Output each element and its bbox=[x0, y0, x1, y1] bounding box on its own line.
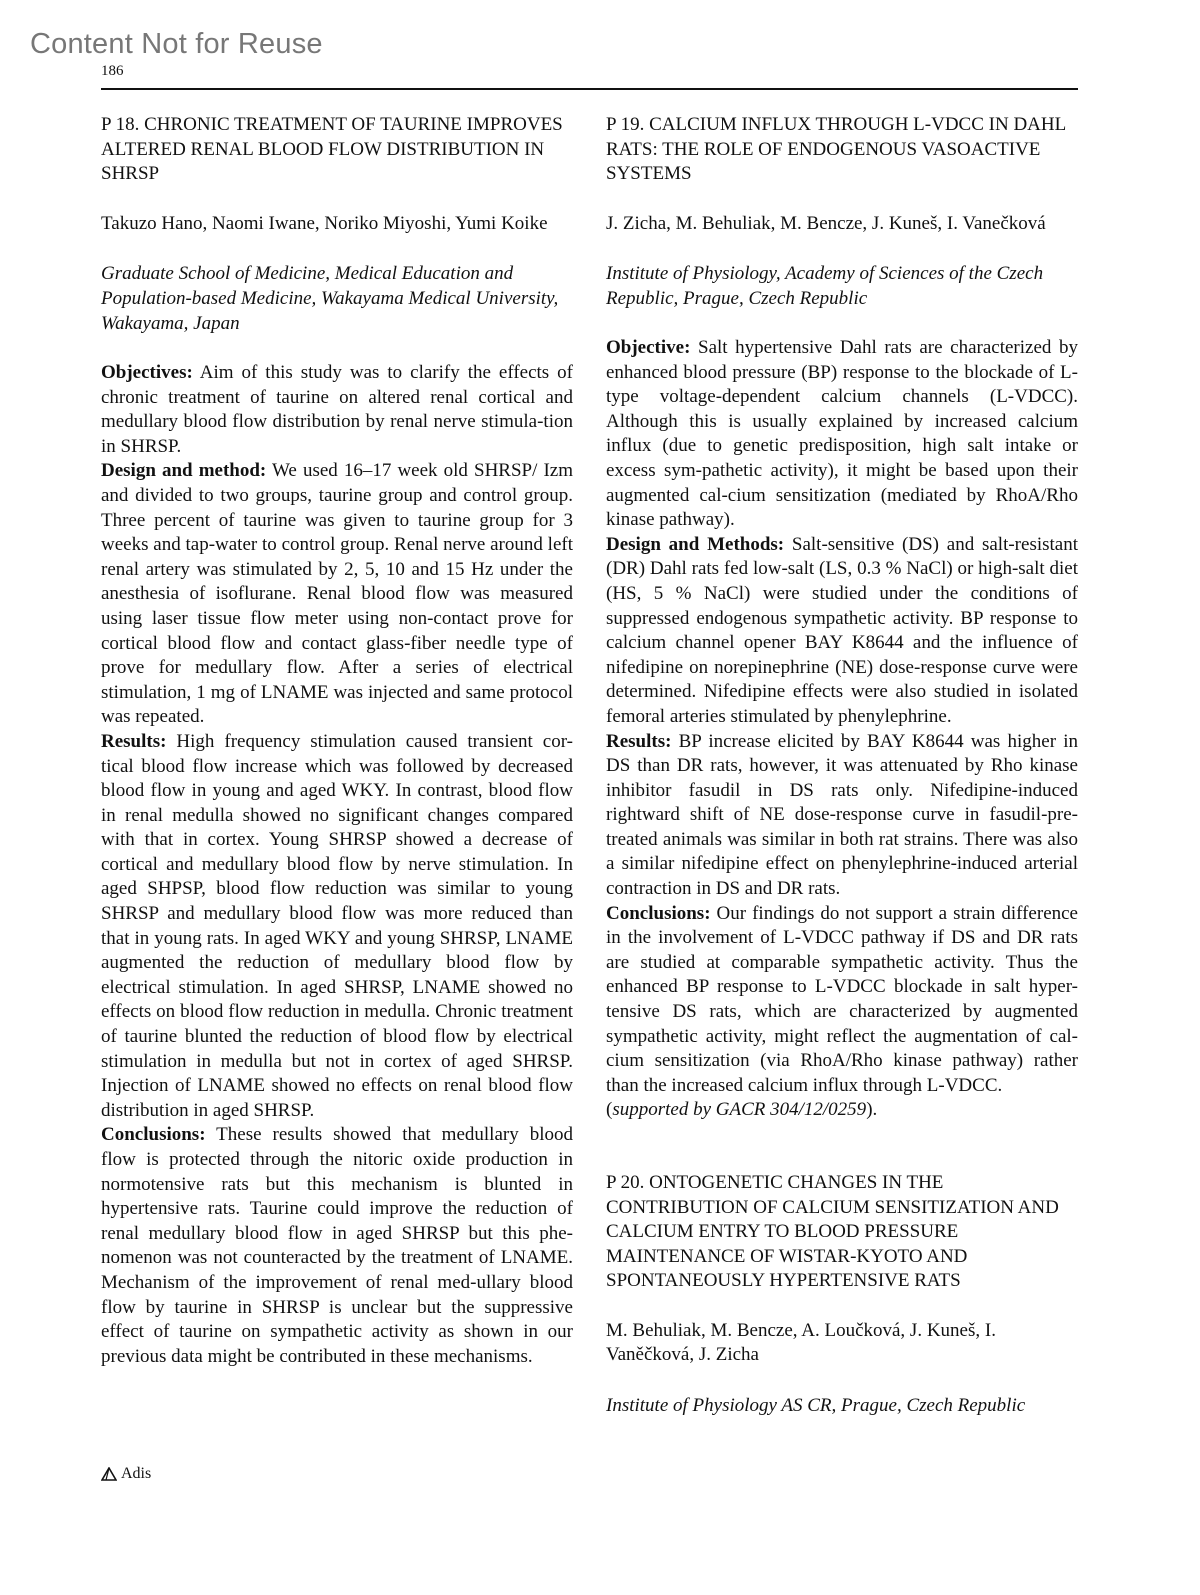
objective-label: Objective: bbox=[606, 337, 691, 358]
abstract-title: P 18. CHRONIC TREATMENT OF TAURINE IMPROVES ALTERED RENAL BLOOD FLOW DISTRIBUTION IN SHRSP bbox=[101, 114, 563, 184]
conclusions-text: These results showed that medullary blood flow is protected through the nitoric oxide production in normotensive rats but this mechanism is blunted in hypertensive rats. Taurine could improve the reduction of renal medullary blood flow in aged SHRSP but this phe-nomenon was not counteracted by the treatment of LNAME. Mechanism of the improvement of renal med-ullary blood flow by taurine in SHRSP is unclear but the suppressive effect of taurine on sympathetic activity as shown in our previous data might be contributed in these mechanisms. bbox=[101, 1124, 573, 1367]
abstract-affiliation: Graduate School of Medicine, Medical Education and Population-based Medicine, Wakayama Medical University, Wakayama, Japan bbox=[101, 263, 559, 334]
abstract-body bbox=[606, 336, 1078, 1123]
abstract-separator bbox=[606, 1123, 1078, 1171]
results-paragraph bbox=[101, 730, 573, 1124]
conclusions-label: Conclusions: bbox=[101, 1124, 206, 1146]
column-left bbox=[101, 113, 573, 1369]
design-paragraph bbox=[606, 533, 1078, 730]
abstract-body bbox=[101, 361, 573, 1369]
abstract-p19 bbox=[606, 113, 1078, 1123]
conclusions-text: Our findings do not support a strain difference in the involvement of L-VDCC pathway if DS and DR rats are studied at comparable sympathetic activity. Thus the enhanced BP response to L-VDCC blockade in salt hyper-tensive DS rats, which are characterized by augmented sympathetic activity, might reflect the augmentation of cal-cium sensitization (via RhoA/Rho kinase pathway) rather than the increased calcium influx through L-VDCC. bbox=[606, 902, 1078, 1096]
results-label: Results: bbox=[606, 730, 672, 752]
support-note bbox=[606, 1098, 1078, 1123]
abstract-p20 bbox=[606, 1171, 1078, 1418]
abstract-title: P 20. ONTOGENETIC CHANGES IN THE CONTRIBUTION OF CALCIUM SENSITIZATION AND CALCIUM ENTRY TO BLOOD PRESSURE MAINTENANCE OF WISTAR-KYOTO AND SPONTANEOUSLY HYPERTENSIVE RATS bbox=[606, 1172, 1059, 1291]
publisher-logo bbox=[101, 1465, 151, 1483]
conclusions-paragraph bbox=[606, 902, 1078, 1099]
support-close: ). bbox=[866, 1099, 878, 1121]
design-text: We used 16–17 week old SHRSP/ Izm and divided to two groups, taurine group and control group. Three percent of taurine was given to taurine group for 3 weeks and tap-water to control group. Renal nerve around left renal artery was stimulated by 2, 5, 10 and 15 Hz under the anesthesia of isoflurane. Renal blood flow was measured using laser tissue flow meter using non-contact prove for cortical blood flow and contact glass-fiber needle type of prove for medullary flow. After a series of electrical stimulation, 1 mg of LNAME was injected and same protocol was repeated. bbox=[101, 460, 574, 728]
abstract-affiliation: Institute of Physiology AS CR, Prague, Czech Republic bbox=[606, 1394, 1026, 1416]
results-label: Results: bbox=[101, 730, 167, 752]
results-text: High frequency stimulation caused transient cor-tical blood flow increase which was followed by decreased blood flow in young and aged WKY. In contrast, blood flow in renal medulla showed no significant changes compared with that in cortex. Young SHRSP showed a decrease of cortical and medullary blood flow by nerve stimulation. In aged SHPSP, blood flow reduction was similar to young SHRSP and medullary blood flow was more reduced than that in young rats. In aged WKY and young SHRSP, LNAME augmented the reduction of medullary blood flow by electrical stimulation. In aged SHRSP, LNAME showed no effects on blood flow reduction in medulla. Chronic treatment of taurine blunted the reduction of blood flow by electrical stimulation in medulla but not in cortex of aged SHRSP. Injection of LNAME showed no effects on renal blood flow distribution in aged SHRSP. bbox=[101, 730, 573, 1121]
design-paragraph bbox=[101, 459, 573, 730]
objectives-paragraph bbox=[101, 361, 573, 459]
header-rule bbox=[101, 88, 1078, 90]
publisher-name: Adis bbox=[121, 1465, 152, 1482]
abstract-p18 bbox=[101, 113, 573, 1369]
abstract-authors: J. Zicha, M. Behuliak, M. Bencze, J. Kuneš, I. Vanečková bbox=[606, 212, 1046, 234]
design-text: Salt-sensitive (DS) and salt-resistant (DR) Dahl rats fed low-salt (LS, 0.3 % NaCl) or high-salt diet (HS, 5 % NaCl) were studied under the conditions of suppressed endogenous sympathetic activity. BP response to calcium channel opener BAY K8644 and the influence of nifedipine on norepinephrine (NE) dose-response curve were determined. Nifedipine effects were also studied in isolated femoral arteries stimulated by phenylephrine. bbox=[606, 533, 1078, 727]
design-label: Design and method: bbox=[101, 460, 267, 482]
abstract-title: P 19. CALCIUM INFLUX THROUGH L-VDCC IN DAHL RATS: THE ROLE OF ENDOGENOUS VASOACTIVE SYSTEMS bbox=[606, 114, 1066, 184]
results-text: BP increase elicited by BAY K8644 was higher in DS than DR rats, however, it was attenuated by Rho kinase inhibitor fasudil in DS rats only. Nifedipine-induced rightward shift of NE dose-response curve in fasudil-pre-treated animals was similar in both rat strains. There was also a similar nifedipine effect on phenylephrine-induced arterial contraction in DS and DR rats. bbox=[606, 730, 1078, 900]
column-right bbox=[606, 113, 1078, 1418]
conclusions-label: Conclusions: bbox=[606, 902, 711, 924]
objective-text: Salt hypertensive Dahl rats are characterized by enhanced blood pressure (BP) response to the blockade of L-type voltage-dependent calcium channels (L-VDCC). Although this is usually explained by increased calcium influx (due to genetic predisposition, high salt intake or excess sym-pathetic activity), it might be based upon their augmented cal-cium sensitization (mediated by RhoA/Rho kinase pathway). bbox=[606, 337, 1078, 531]
adis-triangle-icon bbox=[101, 1467, 117, 1481]
design-label: Design and Methods: bbox=[606, 533, 785, 555]
results-paragraph bbox=[606, 730, 1078, 902]
abstract-authors: Takuzo Hano, Naomi Iwane, Noriko Miyoshi, Yumi Koike bbox=[101, 212, 548, 234]
objectives-label: Objectives: bbox=[101, 362, 193, 383]
page-number: 186 bbox=[101, 63, 124, 79]
conclusions-paragraph bbox=[101, 1123, 573, 1369]
watermark: Content Not for Reuse bbox=[30, 28, 323, 60]
objectives-text: Aim of this study was to clarify the effects of chronic treatment of taurine on altered renal cortical and medullary blood flow distribution by renal nerve stimula-tion in SHRSP. bbox=[101, 362, 573, 457]
abstract-affiliation: Institute of Physiology, Academy of Sciences of the Czech Republic, Prague, Czech Republic bbox=[606, 263, 1044, 309]
objective-paragraph bbox=[606, 336, 1078, 533]
support-text: supported by GACR 304/12/0259 bbox=[612, 1099, 867, 1121]
abstract-authors: M. Behuliak, M. Bencze, A. Loučková, J. Kuneš, I. Vaněčková, J. Zicha bbox=[606, 1319, 996, 1365]
support-open: ( bbox=[606, 1099, 613, 1121]
